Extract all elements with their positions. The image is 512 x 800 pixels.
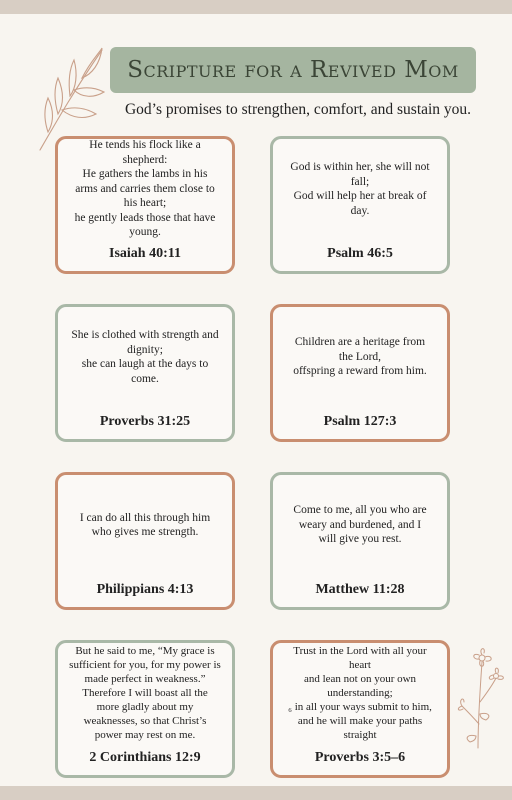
scripture-reference: Isaiah 40:11 (109, 246, 181, 261)
scripture-text: Trust in the Lord with all your heart and lean not on your own understanding; ₆ in all your ways submit to him, and he will make your paths straight (288, 645, 432, 741)
scripture-card (55, 472, 235, 610)
scripture-text: He tends his flock like a shepherd: He gathers the lambs in his arms and carries them close to his heart; he gently leads those that have young. (74, 139, 216, 239)
page (0, 14, 512, 786)
title-banner (110, 47, 476, 93)
scripture-reference: Matthew 11:28 (315, 582, 405, 597)
scripture-text: I can do all this through him who gives me strength. (79, 511, 211, 538)
scripture-reference: Philippians 4:13 (96, 582, 194, 597)
scripture-card (55, 640, 235, 778)
scripture-text: God is within her, she will not fall; God will help her at break of day. (290, 161, 430, 217)
scripture-card (270, 136, 450, 274)
wildflower-icon (456, 640, 506, 750)
scripture-reference: Proverbs 3:5–6 (314, 750, 406, 765)
scripture-reference: 2 Corinthians 12:9 (89, 750, 201, 765)
scripture-text: Come to me, all you who are weary and burdened, and I will give you rest. (293, 504, 427, 546)
scripture-reference: Psalm 46:5 (327, 246, 393, 261)
scripture-text: She is clothed with strength and dignity; she can laugh at the days to come. (71, 329, 219, 385)
scripture-reference: Psalm 127:3 (323, 414, 397, 429)
page-title: Scripture for a Revived Mom (127, 57, 459, 83)
scripture-text: Children are a heritage from the Lord, offspring a reward from him. (293, 336, 427, 378)
scripture-card (55, 136, 235, 274)
scripture-card (270, 640, 450, 778)
scripture-card (270, 472, 450, 610)
scripture-text: But he said to me, “My grace is sufficient for you, for my power is made perfect in weakness.” Therefore I will boast all the more gladly about my weaknesses, so that Christ’s power may rest on me. (69, 645, 221, 741)
scripture-card (270, 304, 450, 442)
scripture-card (55, 304, 235, 442)
page-subtitle: God’s promises to strengthen, comfort, and sustain you. (124, 101, 472, 118)
scripture-reference: Proverbs 31:25 (99, 414, 191, 429)
